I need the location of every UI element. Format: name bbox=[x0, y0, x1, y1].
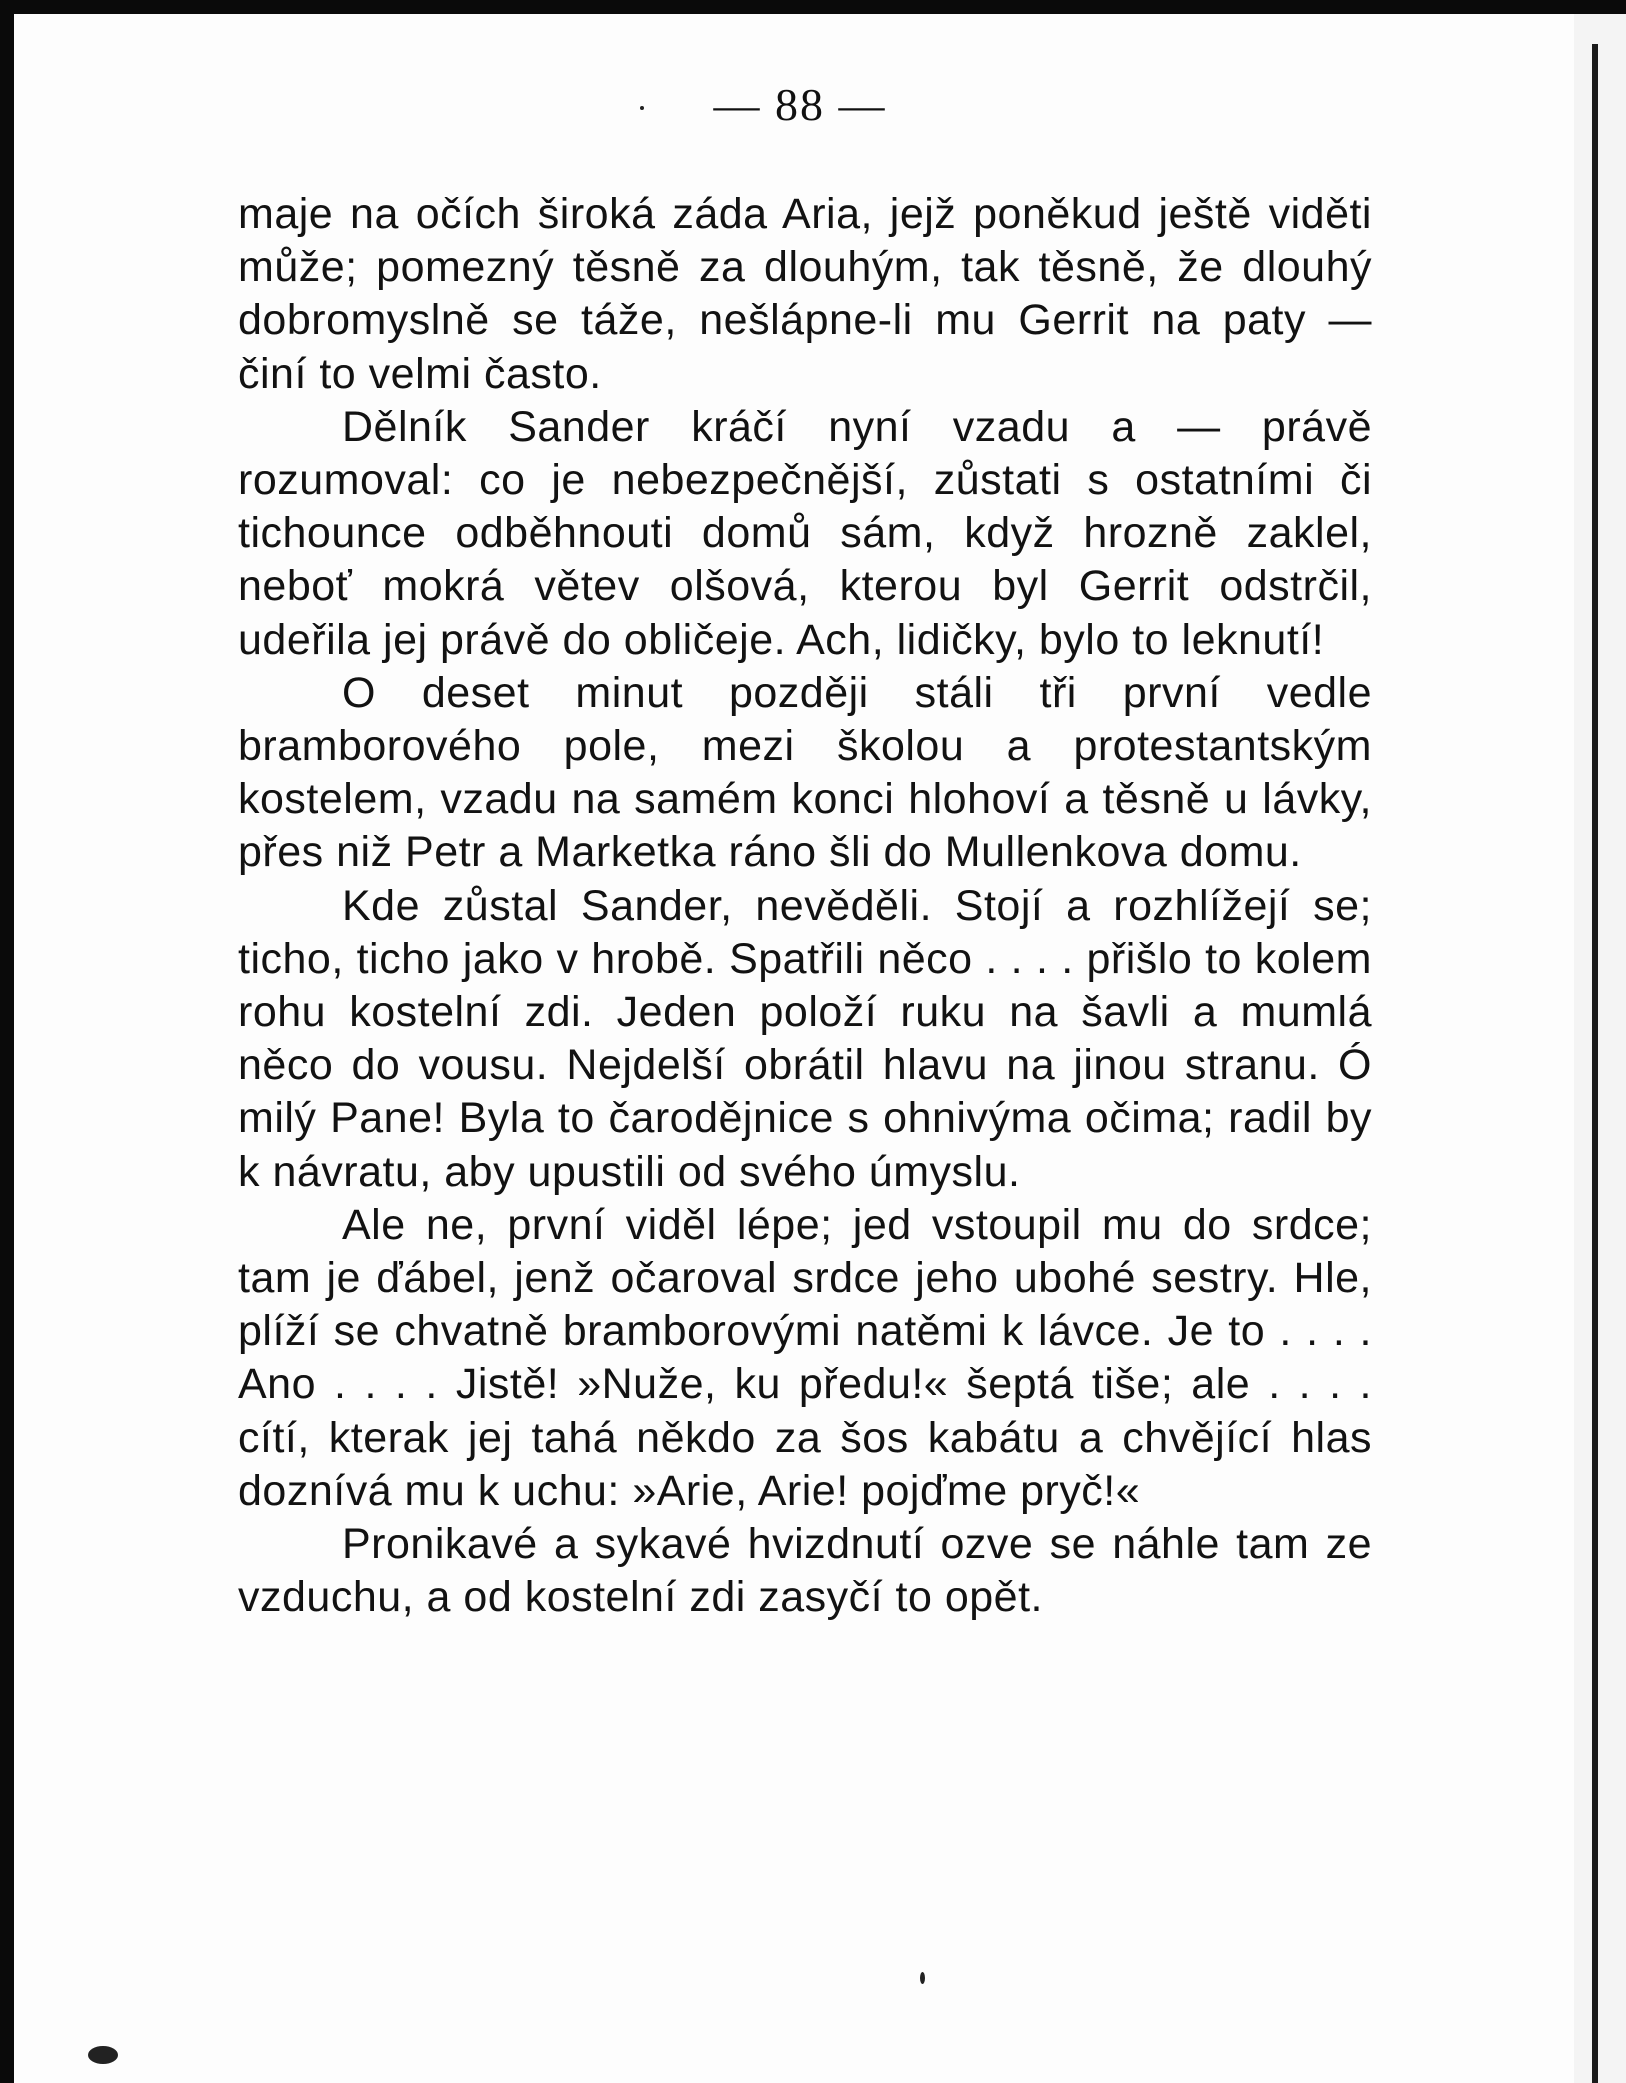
paragraph: Dělník Sander kráčí nyní vzadu a — právě rozumoval: co je nebezpečnější, zůstati s ostatními či tichounce odběhnouti domů sám, když hrozně zaklel, neboť mokrá větev olšová, kterou byl Gerrit odstrčil, udeřila jej právě do obličeje. Ach, lidičky, bylo to leknutí! bbox=[238, 402, 1372, 664]
paragraph: maje na očích široká záda Aria, jejž poněkud ještě viděti může; pomezný těsně za dlouhým, tak těsně, že dlouhý dobromyslně se táže, nešlápne-li mu Gerrit na paty — činí to velmi často. bbox=[238, 190, 1372, 398]
scan-speck bbox=[88, 2046, 118, 2064]
body-text bbox=[238, 188, 1372, 1624]
paragraph: Kde zůstal Sander, nevěděli. Stojí a rozhlížejí se; ticho, ticho jako v hrobě. Spatřili něco . . . . přišlo to kolem rohu kostelní zdi. Jeden položí ruku na šavli a mumlá něco do vousu. Nejdelší obrátil hlavu na jinou stranu. Ó milý Pane! Byla to čarodějnice s ohnivýma očima; radil by k návratu, aby upustili od svého úmyslu. bbox=[238, 881, 1372, 1196]
scan-speck bbox=[640, 106, 644, 110]
page-number: — 88 — bbox=[713, 79, 887, 130]
page-edge-line bbox=[1592, 44, 1598, 2083]
paragraph: Pronikavé a sykavé hvizdnutí ozve se náhle tam ze vzduchu, a od kostelní zdi zasyčí to opět. bbox=[238, 1520, 1372, 1622]
paragraph: O deset minut později stáli tři první vedle bramborového pole, mezi školou a protestantským kostelem, vzadu na samém konci hlohoví a těsně u lávky, přes niž Petr a Marketka ráno šli do Mullenkova domu. bbox=[238, 668, 1372, 877]
scan-speck bbox=[920, 1972, 925, 1984]
paragraph: Ale ne, první viděl lépe; jed vstoupil mu do srdce; tam je ďábel, jenž očaroval srdce jeho ubohé sestry. Hle, plíží se chvatně bramborovými natěmi k lávce. Je to . . . . Ano . . . . Jistě! »Nuže, ku předu!« šeptá tiše; ale . . . . cítí, kterak jej tahá někdo za šos kabátu a chvějící hlas doznívá mu k uchu: »Arie, Arie! pojďme pryč!« bbox=[238, 1200, 1372, 1515]
adjacent-page-edge bbox=[1574, 14, 1626, 2083]
